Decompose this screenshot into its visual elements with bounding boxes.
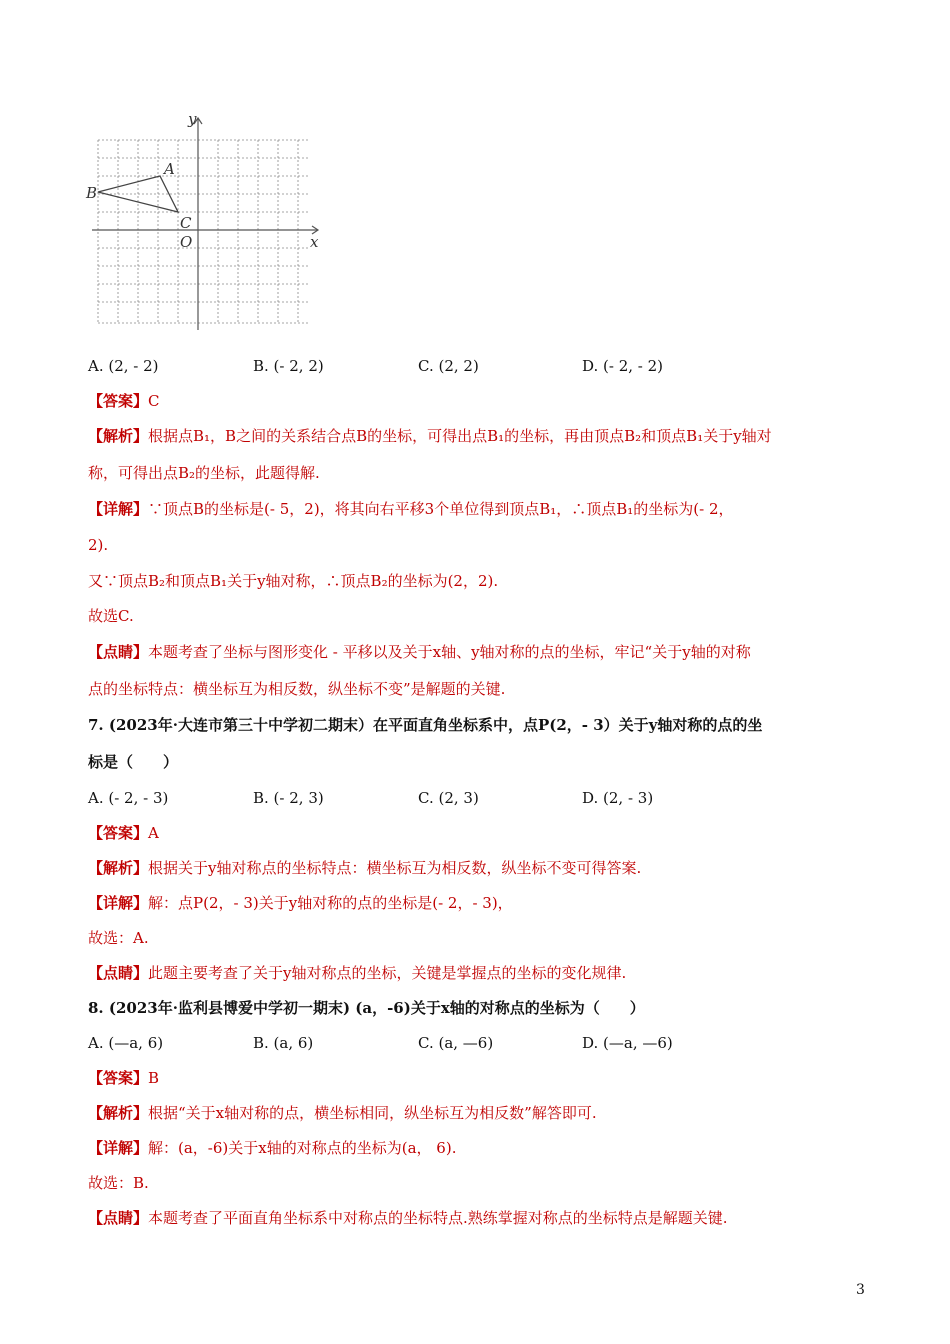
q6-option-a: A. (2, - 2): [88, 357, 159, 375]
axis-y-label: y: [188, 110, 197, 128]
point-a-label: A: [164, 160, 175, 178]
q6-option-c: C. (2, 2): [418, 357, 479, 375]
q6-answer: 【答案】C: [88, 392, 160, 410]
q8-analysis: 【解析】根据“关于x轴对称的点，横坐标相同，纵坐标互为相反数”解答即可.: [88, 1104, 597, 1122]
q6-analysis-l2: 称，可得出点B₂的坐标，此题得解.: [88, 464, 320, 482]
q6-detail-l1: 【详解】∵顶点B的坐标是(- 5，2)，将其向右平移3个单位得到顶点B₁，∴顶点B₁的坐标为(- 2，: [88, 500, 734, 518]
q7-option-c: C. (2, 3): [418, 789, 479, 807]
q7-answer: 【答案】A: [88, 824, 159, 842]
q8-answer: 【答案】B: [88, 1069, 160, 1087]
q6-option-d: D. (- 2, - 2): [582, 357, 664, 375]
q8-option-d: D. (—a, —6): [582, 1034, 673, 1052]
q7-option-d: D. (2, - 3): [582, 789, 654, 807]
q7-stem-l1: 7. (2023年·大连市第三十中学初二期末）在平面直角坐标系中，点P(2，- 3）关于y轴对称的点的坐: [88, 716, 763, 734]
axis-x-label: x: [310, 233, 319, 251]
q7-stem-l2: 标是（ ）: [88, 753, 179, 771]
q6-comment-l1: 【点睛】本题考查了坐标与图形变化 - 平移以及关于x轴、y轴对称的点的坐标，牢记“关于y轴的对称: [88, 643, 751, 661]
q6-option-b: B. (- 2, 2): [253, 357, 324, 375]
q7-comment: 【点睛】此题主要考查了关于y轴对称点的坐标，关键是掌握点的坐标的变化规律.: [88, 964, 627, 982]
q7-option-a: A. (- 2, - 3): [88, 789, 169, 807]
q7-detail: 【详解】解：点P(2，- 3)关于y轴对称的点的坐标是(- 2，- 3)，: [88, 894, 513, 912]
origin-label: O: [180, 233, 193, 251]
q7-analysis: 【解析】根据关于y轴对称点的坐标特点：横坐标互为相反数，纵坐标不变可得答案.: [88, 859, 642, 877]
q7-option-b: B. (- 2, 3): [253, 789, 324, 807]
q6-detail-l4: 故选C.: [88, 607, 134, 625]
grid: [98, 140, 308, 323]
point-b-label: B: [86, 184, 98, 202]
q8-option-b: B. (a, 6): [253, 1034, 314, 1052]
q6-detail-l2: 2).: [88, 536, 109, 554]
q8-option-a: A. (—a, 6): [88, 1034, 164, 1052]
q8-detail: 【详解】解：(a，-6)关于x轴的对称点的坐标为(a， 6).: [88, 1139, 457, 1157]
q8-comment: 【点睛】本题考查了平面直角坐标系中对称点的坐标特点.熟练掌握对称点的坐标特点是解题关键.: [88, 1209, 728, 1227]
q8-stem: 8. (2023年·监利县博爱中学初一期末) (a，-6)关于x轴的对称点的坐标为（ ）: [88, 999, 645, 1017]
q8-option-c: C. (a, —6): [418, 1034, 494, 1052]
point-c-label: C: [180, 214, 192, 232]
q6-detail-l3: 又∵顶点B₂和顶点B₁关于y轴对称，∴顶点B₂的坐标为(2，2).: [88, 572, 499, 590]
q6-comment-l2: 点的坐标特点：横坐标互为相反数，纵坐标不变”是解题的关键.: [88, 680, 506, 698]
q8-choose: 故选：B.: [88, 1174, 149, 1192]
page-number: 3: [856, 1282, 865, 1298]
coordinate-figure: [84, 108, 324, 333]
q7-choose: 故选：A.: [88, 929, 149, 947]
axes: [92, 118, 318, 330]
q6-analysis-l1: 【解析】根据点B₁，B之间的关系结合点B的坐标，可得出点B₁的坐标，再由顶点B₂和顶点B₁关于y轴对: [88, 427, 772, 445]
